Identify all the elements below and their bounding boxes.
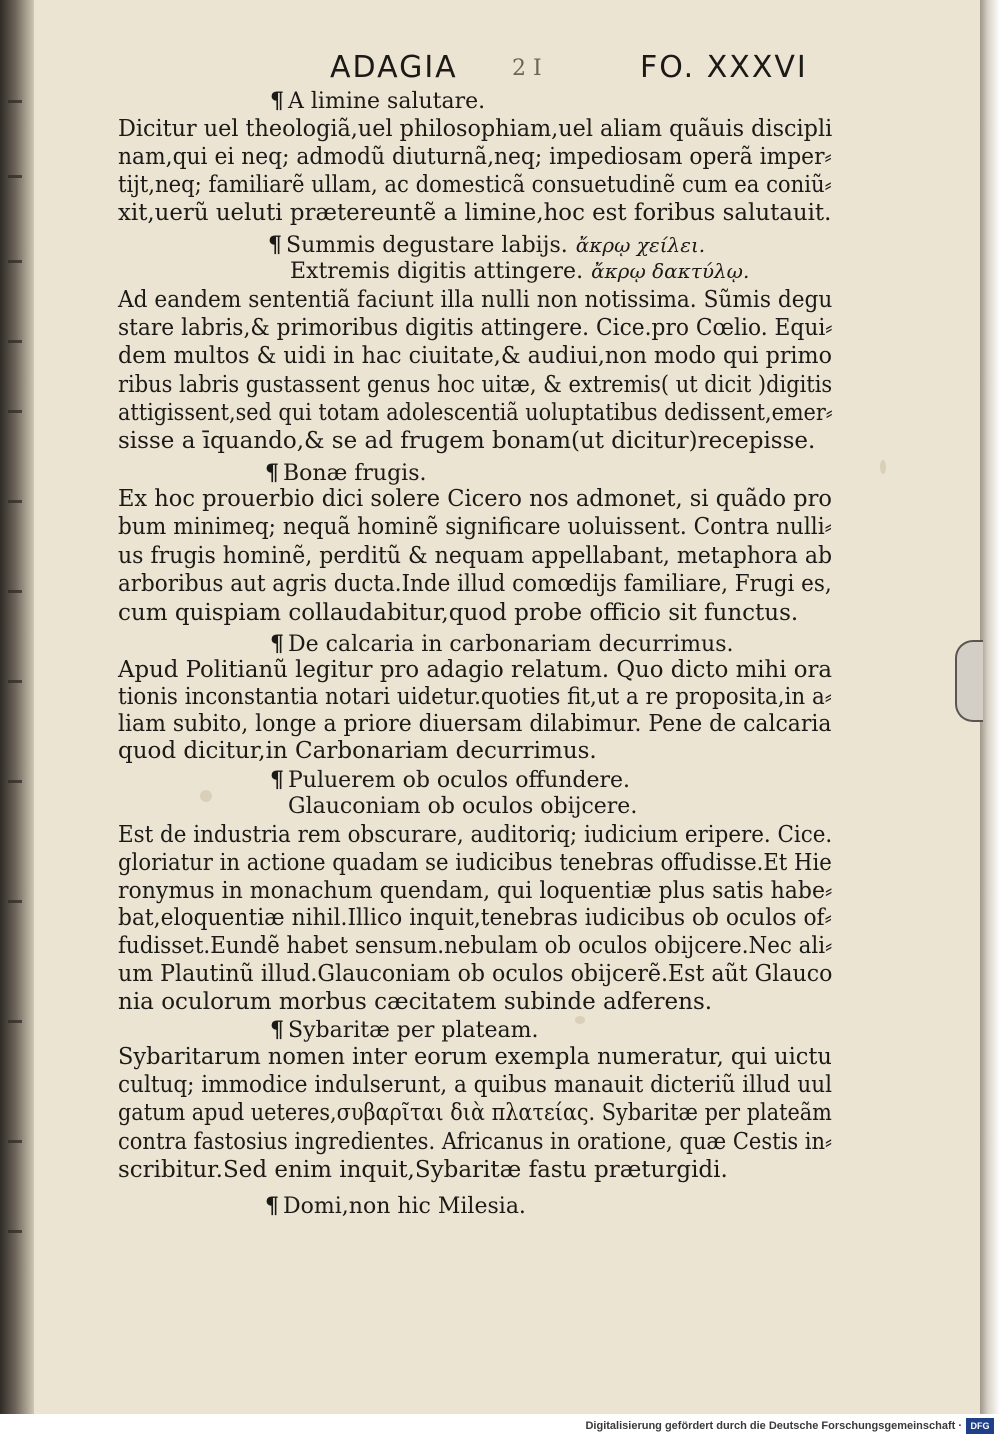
foxing-spot xyxy=(880,460,886,474)
greek-gloss: ἄκρῳ δακτύλῳ. xyxy=(591,259,750,283)
text-line: contra fastosius ingredientes. Africanus in oratione, quæ Cestis in⸗ xyxy=(118,1129,833,1155)
text-line: bat,eloquentiæ nihil.Illico inquit,tenebras iudicibus ob oculos of⸗ xyxy=(118,905,832,931)
text-line: cultuq; immodice indulserunt, a quibus manauit dicteriũ illud uul xyxy=(118,1072,833,1098)
gutter-mark xyxy=(8,590,22,593)
digitization-footer xyxy=(0,1414,1000,1442)
text-line: nia oculorum morbus cæcitatem subinde adferens. xyxy=(118,989,713,1015)
adage-heading-text: Extremis digitis attingere. xyxy=(290,259,584,284)
gutter-mark xyxy=(8,780,22,783)
adage-heading xyxy=(265,460,426,487)
text-line: nam,qui ei neq; admodũ diuturnã,neq; impediosam operã imper⸗ xyxy=(118,144,832,170)
gutter-mark xyxy=(8,340,22,343)
adage-heading xyxy=(270,631,734,658)
text-line: attigissent,sed qui totam adolescentiã uoluptatibus dedissent,emer⸗ xyxy=(118,400,833,426)
adage-heading-text: Bonæ frugis. xyxy=(283,461,427,486)
gutter-mark xyxy=(8,100,22,103)
text-line: quod dicitur,in Carbonariam decurrimus. xyxy=(118,738,597,764)
text-line: gatum apud ueteres,συβαρῖται διὰ πλατείας. Sybaritæ per plateãm xyxy=(118,1100,832,1126)
text-line: scribitur.Sed enim inquit,Sybaritæ fastu præturgidi. xyxy=(118,1157,728,1183)
gutter-mark xyxy=(8,680,22,683)
gutter-mark xyxy=(8,1140,22,1143)
adage-heading-text: A limine salutare. xyxy=(288,89,486,114)
text-line: Apud Politianũ legitur pro adagio relatum. Quo dicto mihi ora xyxy=(118,657,832,683)
text-line: arboribus aut agris ducta.Inde illud comœdijs familiare, Frugi es, xyxy=(118,571,832,597)
foxing-spot xyxy=(200,790,212,802)
text-line: Ex hoc prouerbio dici solere Cicero nos admonet, si quãdo pro xyxy=(118,486,832,512)
text-line: Sybaritarum nomen inter eorum exempla numeratur, qui uictu xyxy=(118,1044,832,1070)
text-line: ribus labris gustassent genus hoc uitæ, & extremis( ut dicit )digitis xyxy=(118,372,833,398)
gutter-mark xyxy=(8,260,22,263)
text-line: xit,uerũ ueluti prætereuntẽ a limine,hoc est foribus salutauit. xyxy=(118,200,832,226)
text-line: cum quispiam collaudabitur,quod probe officio sit functus. xyxy=(118,600,799,626)
pilcrow-mark: ¶ xyxy=(265,1193,279,1219)
text-line: liam subito, longe a priore diuersam dilabimur. Pene de calcaria xyxy=(118,711,832,737)
page-edge xyxy=(980,0,1000,1414)
text-line: Ad eandem sententiã faciunt illa nulli non notissima. Sũmis degu xyxy=(118,287,833,313)
foxing-spot xyxy=(575,1016,585,1024)
adage-heading-text: Summis degustare labijs. xyxy=(286,233,568,258)
text-line: tijt,neq; familiarẽ ullam, ac domesticã consuetudinẽ cum ea coniũ⸗ xyxy=(118,172,832,198)
pilcrow-mark: ¶ xyxy=(270,88,284,114)
text-line: Est de industria rem obscurare, auditoriq; iudicium eripere. Cice. xyxy=(118,822,833,848)
pilcrow-mark: ¶ xyxy=(270,767,284,793)
adage-heading-text: Glauconiam ob oculos obijcere. xyxy=(288,794,638,819)
pilcrow-mark: ¶ xyxy=(265,460,279,486)
pilcrow-mark: ¶ xyxy=(270,1017,284,1043)
adage-heading xyxy=(265,1193,526,1220)
adage-heading-text: Domi,non hic Milesia. xyxy=(283,1194,526,1219)
page-clip xyxy=(955,640,983,722)
text-line: sisse a īquando,& se ad frugem bonam(ut dicitur)recepisse. xyxy=(118,428,816,454)
adage-heading xyxy=(270,1017,538,1044)
text-line: bum minimeq; nequã hominẽ significare uoluissent. Contra nulli⸗ xyxy=(118,514,832,540)
gutter-mark xyxy=(8,175,22,178)
text-line: um Plautinũ illud.Glauconiam ob oculos obijcerẽ.Est aũt Glauco xyxy=(118,961,833,987)
text-line: stare labris,& primoribus digitis attingere. Cice.pro Cœlio. Equi⸗ xyxy=(118,315,833,341)
folio-number: FO. XXXVI xyxy=(640,50,808,85)
adage-heading-text: De calcaria in carbonariam decurrimus. xyxy=(288,632,734,657)
text-line: tionis inconstantia notari uidetur.quoties fit,ut a re proposita,in a⸗ xyxy=(118,684,832,710)
text-line: Dicitur uel theologiã,uel philosophiam,uel aliam quãuis discipli xyxy=(118,116,833,142)
gutter-mark xyxy=(8,1230,22,1233)
running-head-smudge: 2 I xyxy=(512,56,542,81)
dfg-logo: DFG xyxy=(966,1418,994,1434)
running-head: ADAGIA xyxy=(330,50,458,85)
binding-gutter xyxy=(0,0,34,1414)
adage-heading xyxy=(268,232,705,259)
greek-gloss: ἄκρῳ χείλει. xyxy=(575,233,706,257)
gutter-mark xyxy=(8,1020,22,1023)
text-line: us frugis hominẽ, perditũ & nequam appellabant, metaphora ab xyxy=(118,543,833,569)
pilcrow-mark: ¶ xyxy=(268,232,282,258)
footer-credit: Digitalisierung gefördert durch die Deutsche Forschungsgemeinschaft · xyxy=(585,1420,962,1432)
gutter-mark xyxy=(8,410,22,413)
pilcrow-mark: ¶ xyxy=(270,631,284,657)
adage-heading-text: Sybaritæ per plateam. xyxy=(288,1018,539,1043)
text-line: ronymus in monachum quendam, qui loquentiæ plus satis habe⸗ xyxy=(118,878,833,904)
adage-heading xyxy=(290,258,749,285)
adage-heading xyxy=(270,88,485,115)
text-line: dem multos & uidi in hac ciuitate,& audiui,non modo qui primo xyxy=(118,343,832,369)
gutter-mark xyxy=(8,500,22,503)
adage-heading-text: Puluerem ob oculos offundere. xyxy=(288,768,631,793)
text-line: fudisset.Eundẽ habet sensum.nebulam ob oculos obijcere.Nec ali⸗ xyxy=(118,933,833,959)
adage-heading xyxy=(270,767,630,794)
text-line: gloriatur in actione quadam se iudicibus tenebras offudisse.Et Hie xyxy=(118,850,832,876)
gutter-ink-marks xyxy=(2,80,32,1280)
gutter-mark xyxy=(8,900,22,903)
adage-heading xyxy=(288,793,637,820)
